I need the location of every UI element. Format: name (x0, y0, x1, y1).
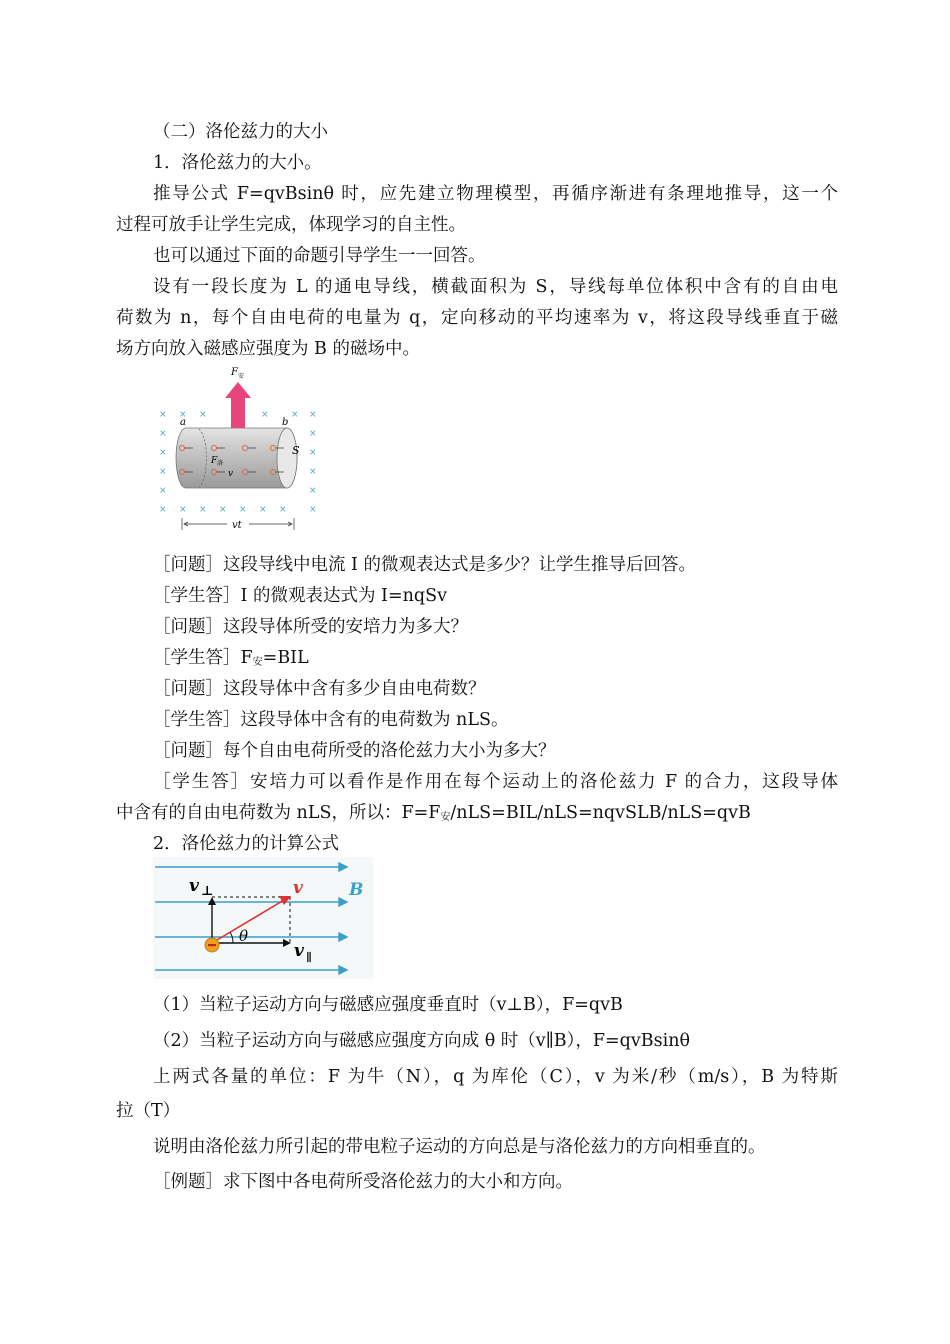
qa-text-after: =BIL (262, 648, 309, 668)
qa-line-4 (153, 646, 875, 675)
note-line: 说明由洛伦兹力所引起的带电粒子运动的方向总是与洛伦兹力的方向相垂直的。 (153, 1137, 766, 1157)
vperp-label: v (189, 876, 199, 896)
svg-text:×: × (291, 410, 299, 420)
derive-paragraph-line1: 推导公式 F=qvBsinθ 时，应先建立物理模型，再循序渐进有条理地推导，这一个 (153, 184, 838, 204)
answer-last-line2 (116, 801, 838, 830)
cross-section-face (277, 428, 297, 488)
units-line2: 拉（T） (116, 1101, 181, 1121)
setup-paragraph-line1: 设有一段长度为 L 的通电导线，横截面积为 S，导线每单位体积中含有的自由电 (153, 277, 838, 297)
svg-text:×: × (239, 505, 247, 515)
lorentz-force-label: F (211, 456, 218, 466)
qa-text: 每个自由电荷所受的洛伦兹力大小为多大？ (223, 741, 556, 761)
svg-text:×: × (309, 467, 317, 477)
item1-title: 1．洛伦兹力的大小。 (153, 153, 322, 173)
wire-in-field-figure (157, 362, 322, 534)
ampere-force-arrow (231, 396, 245, 428)
guide-paragraph: 也可以通过下面的命题引导学生一一回答。 (153, 246, 486, 266)
setup-paragraph-line3: 场方向放入磁感应强度为 B 的磁场中。 (116, 339, 420, 359)
svg-text:×: × (159, 486, 167, 496)
section-title: （二）洛伦兹力的大小 (153, 122, 328, 142)
svg-text:×: × (309, 448, 317, 458)
qa-text: 这段导体中含有多少自由电荷数？ (223, 679, 486, 699)
qa-line-6 (153, 708, 875, 732)
qa-text: 这段导体中含有的电荷数为 nLS。 (240, 710, 509, 730)
qa-text: 这段导体所受的安培力为多大？ (223, 617, 468, 637)
derive-paragraph-line2: 过程可放手让学生完成，体现学习的自主性。 (116, 215, 466, 235)
theta-label: θ (239, 927, 249, 945)
formula-subscript: 安 (440, 812, 451, 823)
svg-text:×: × (309, 505, 317, 515)
qa-text: I 的微观表达式为 I=nqSv (240, 586, 447, 606)
ampere-force-sub: 安 (238, 373, 245, 380)
label-b: b (282, 417, 289, 428)
qa-subscript: 安 (252, 657, 263, 668)
svg-text:×: × (309, 410, 317, 420)
qa-text: 这段导线中电流 I 的微观表达式是多少？让学生推导后回答。 (223, 555, 697, 575)
svg-text:×: × (199, 410, 207, 420)
qa-tag: ［学生答］ (153, 648, 241, 668)
setup-paragraph-line2: 荷数为 n，每个自由电荷的电量为 q，定向移动的平均速率为 v，将这段导线垂直于磁 (116, 308, 838, 328)
lorentz-force-sub: 洛 (217, 460, 224, 467)
qa-line-3 (153, 615, 875, 639)
svg-text:×: × (159, 467, 167, 477)
svg-text:×: × (309, 486, 317, 496)
svg-text:×: × (279, 505, 287, 515)
item2-title: 2．洛伦兹力的计算公式 (153, 834, 340, 854)
ampere-force-arrowhead (225, 382, 251, 398)
qa-tag: ［问题］ (153, 741, 223, 761)
units-line1: 上两式各量的单位：F 为牛（N），q 为库伦（C），v 为米/秒（m/s），B 为特斯 (153, 1067, 838, 1087)
vpar-sub: ∥ (306, 951, 312, 964)
label-a: a (180, 417, 186, 428)
qa-line-2 (153, 584, 875, 608)
qa-text: F (240, 648, 253, 668)
example-line: ［例题］求下图中各电荷所受洛伦兹力的大小和方向。 (153, 1172, 573, 1192)
case1-line: （1）当粒子运动方向与磁感应强度垂直时（v⊥B），F=qvB (153, 995, 623, 1015)
vperp-sub: ⊥ (201, 884, 214, 899)
svg-text:×: × (259, 505, 267, 515)
velocity-label: v (228, 469, 234, 479)
vpar-label: v (294, 941, 304, 961)
svg-text:×: × (199, 505, 207, 515)
qa-tag: ［学生答］ (153, 710, 241, 730)
ampere-force-label: F (231, 367, 238, 378)
velocity-label: v (293, 878, 303, 898)
qa-tag: ［问题］ (153, 555, 223, 575)
answer-last-line1: ［学生答］安培力可以看作是作用在每个运动上的洛伦兹力 F 的合力，这段导体 (153, 772, 838, 792)
velocity-decomposition-figure (153, 857, 373, 979)
label-S: S (292, 444, 300, 457)
formula-part1: 中含有的自由电荷数为 nLS，所以：F=F (116, 803, 441, 823)
case2-line: （2）当粒子运动方向与磁感应强度方向成 θ 时（v∥B），F=qvBsinθ (153, 1031, 691, 1051)
qa-line-5 (153, 677, 875, 701)
svg-text:×: × (159, 505, 167, 515)
qa-tag: ［问题］ (153, 679, 223, 699)
qa-tag: ［问题］ (153, 617, 223, 637)
length-label: vt (232, 520, 242, 531)
svg-text:×: × (261, 410, 269, 420)
svg-text:×: × (219, 505, 227, 515)
svg-text:×: × (159, 448, 167, 458)
qa-line-7 (153, 739, 875, 763)
formula-part2: /nLS=BIL/nLS=nqvSLB/nLS=qvB (450, 803, 751, 823)
svg-text:×: × (179, 505, 187, 515)
field-label-B: B (349, 880, 364, 900)
qa-tag: ［学生答］ (153, 586, 241, 606)
svg-text:×: × (159, 429, 167, 439)
svg-text:×: × (179, 410, 187, 420)
svg-text:×: × (159, 410, 167, 420)
qa-line-1 (153, 553, 875, 577)
svg-text:×: × (309, 429, 317, 439)
